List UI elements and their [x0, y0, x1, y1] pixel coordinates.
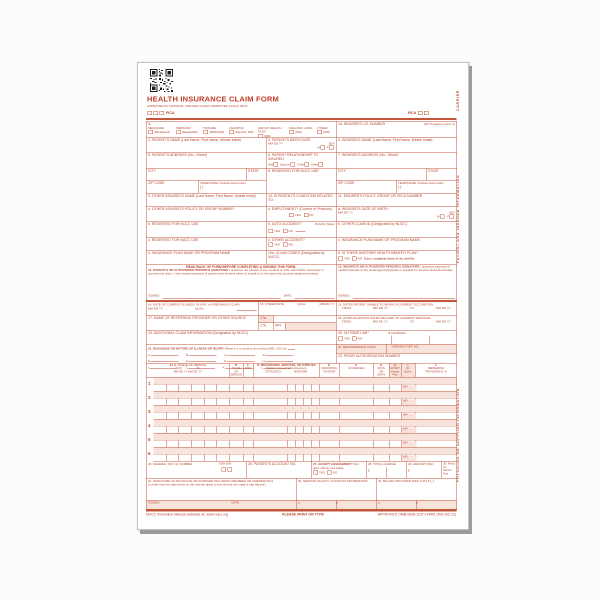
field-9b-reserved: b. RESERVED FOR NUCC USE — [147, 222, 267, 238]
checkbox-icon — [228, 468, 233, 472]
field-telephone: TELEPHONE (Include Area Code) ( ) — [199, 181, 267, 194]
write-line — [296, 228, 306, 232]
field-17b-value — [286, 323, 337, 331]
claim-form-page — [137, 62, 469, 530]
divider — [387, 345, 388, 354]
field-11-policy-group: 11. INSURED'S POLICY GROUP OR FECA NUMBER — [337, 194, 457, 207]
write-line — [288, 346, 295, 350]
checkbox-icon — [424, 111, 429, 115]
field-11d-other-plan: d. IS THERE ANOTHER HEALTH BENEFIT PLAN? YES NO If yes, complete items 9, 9a, and 9d. — [337, 251, 457, 265]
col-24f-charges-header: F. $ CHARGES — [340, 364, 374, 378]
checkbox-icon — [327, 471, 332, 475]
field-9-other-insured: 9. OTHER INSURED'S NAME (Last Name, First Name, Middle Initial) — [147, 194, 267, 207]
checkbox-icon — [339, 256, 344, 260]
field-31-physician-signature: 31. SIGNATURE OF PHYSICIAN OR SUPPLIER INCLUDING DEGREES OR CREDENTIALS (I certify that the statements on the reverse apply to this bill and are made a part thereof.) SIGNED DATE — [147, 479, 297, 510]
field-17a-label: 17a. — [259, 316, 274, 324]
service-line-number: 1 — [148, 381, 151, 386]
col-24h-epsdt-header: H. EPSDT Family Plan — [390, 364, 400, 377]
service-line-row — [147, 448, 457, 462]
service-line-number: 4 — [148, 423, 151, 428]
checkbox-icon — [204, 130, 209, 134]
field-17b-label: 17b. — [259, 323, 274, 331]
field-22-resubmission: 22. RESUBMISSION CODE ORIGINAL REF. NO. — [337, 345, 457, 354]
checkbox-icon — [274, 163, 279, 167]
signature-line — [163, 295, 281, 299]
service-line-shaded-band — [154, 378, 457, 385]
field-telephone-insured: TELEPHONE (Include Area Code) ( ) — [397, 181, 457, 194]
checkbox-icon — [339, 336, 344, 340]
checkbox-icon — [283, 229, 288, 233]
checkbox-icon — [450, 215, 455, 219]
checkbox-icon — [148, 111, 153, 115]
col-24i-qual-header: I. ID. QUAL. — [402, 364, 416, 378]
checkbox-icon — [314, 471, 319, 475]
diagnosis-line — [151, 352, 179, 356]
footer-print-or-type: PLEASE PRINT OR TYPE — [281, 513, 324, 517]
field-30-reserved: 30. Rsvd for NUCC Use — [442, 462, 457, 479]
service-line-number: 2 — [148, 395, 151, 400]
service-line-shaded-band — [154, 406, 457, 413]
col-24d-procedures-header: D. PROCEDURES, SERVICES, OR SUPPLIES (Explain Unusual Circumstances) CPT/HCPCS MODIFIER — [254, 364, 320, 378]
field-17-referring-provider: 17. NAME OF REFERRING PROVIDER OR OTHER SOURCE — [147, 316, 259, 331]
npi-label: NPI — [402, 386, 417, 392]
field-10c-other-accident: c. OTHER ACCIDENT? YES NO — [267, 238, 337, 251]
field-9d-plan-name: d. INSURANCE PLAN NAME OR PROGRAM NAME — [147, 251, 267, 265]
service-line-shaded-band — [154, 434, 457, 441]
col-24c-emg-header: C. EMG — [244, 364, 254, 378]
checkbox-icon — [154, 111, 159, 115]
checkbox-icon — [177, 130, 182, 134]
field-12-patient-signature: READ BACK OF FORM BEFORE COMPLETING & SIGNING THIS FORM. 12. PATIENT'S OR AUTHORIZED PERSON'S SIGNATURE I authorize the release of any medical or other information necessary to process this claim. I also request payment of government benefits either to myself or to the party who accepts assignment below. SIGNED DATE — [147, 265, 337, 301]
field-17b-npi-label: NPI — [274, 323, 286, 331]
field-1a-insured-id: 1a. INSURED'S I.D. NUMBER (For Program in Item 1) — [337, 122, 457, 138]
form-content — [138, 63, 468, 529]
checkbox-icon — [418, 111, 423, 115]
field-16-unable-to-work: 16. DATES PATIENT UNABLE TO WORK IN CURRENT OCCUPATION FROM MM DD YY TO MM DD YY — [337, 302, 457, 316]
checkbox-icon — [319, 163, 324, 167]
checkbox-icon — [269, 242, 274, 246]
checkbox-icon — [318, 130, 323, 134]
npi-label: NPI — [402, 456, 417, 462]
field-1-number: 1. — [148, 122, 151, 126]
service-line-row — [147, 420, 457, 434]
field-33-billing-provider: 33. BILLING PROVIDER INFO & PH # ( ) a. b. — [377, 479, 457, 510]
form-approved-line: APPROVED BY NATIONAL UNIFORM CLAIM COMMITTEE (NUCC) 02/12 — [147, 105, 248, 108]
vertical-label-physician-supplier: PHYSICIAN OR SUPPLIER INFORMATION — [456, 388, 460, 482]
signature-line — [353, 295, 455, 299]
field-10b-auto-accident: b. AUTO ACCIDENT? PLACE (State) YES NO — [267, 222, 337, 238]
service-line-number: 3 — [148, 409, 151, 414]
checkbox-icon — [289, 213, 294, 217]
field-5-patient-address: 5. PATIENT'S ADDRESS (No., Street) — [147, 153, 267, 169]
field-29-amount-paid: 29. AMOUNT PAID $ — [407, 462, 442, 479]
service-line-shaded-band — [154, 392, 457, 399]
checkbox-icon — [304, 213, 309, 217]
field-zip-insured: ZIP CODE — [337, 181, 397, 194]
divider — [392, 336, 393, 345]
vertical-label-patient-insured: PATIENT AND INSURED INFORMATION — [456, 174, 460, 264]
footer-omb-approval: APPROVED OMB-0938-1197 FORM 1500 (02-12) — [377, 513, 456, 517]
footer — [146, 513, 456, 517]
diagnosis-line — [227, 358, 255, 362]
field-13-insured-signature: 13. INSURED'S OR AUTHORIZED PERSON'S SIGNATURE I authorize payment of medical benefits to the undersigned physician or supplier for services described below. SIGNED — [337, 265, 457, 301]
checkbox-icon — [230, 130, 235, 134]
field-21-diagnosis: 21. DIAGNOSIS OR NATURE OF ILLNESS OR INJURY Relate A-L to service line below (24E) ICD Ind. A. B. C. D. E. F. G. H. I. J. K. L. — [147, 345, 337, 364]
col-24e-diagnosis-header: E. DIAGNOSIS POINTER — [320, 364, 340, 378]
col-24b-place-header: B. PLACE OF SERVICE — [230, 364, 243, 377]
diagnosis-line — [151, 358, 179, 362]
checkbox-icon — [329, 146, 334, 150]
footer-nucc-manual: NUCC Instruction Manual available at: www.nucc.org — [146, 513, 229, 517]
npi-label: NPI — [402, 400, 417, 406]
service-line-row — [147, 378, 457, 392]
field-7-insured-address: 7. INSURED'S ADDRESS (No., Street) — [337, 153, 457, 169]
field-10d-claim-codes: 10d. CLAIM CODES (Designated by NUCC) — [267, 251, 337, 265]
form-title: HEALTH INSURANCE CLAIM FORM — [147, 95, 279, 104]
field-11a-insured-birth: a. INSURED'S DATE OF BIRTH MM DD YY SEX M F — [337, 207, 457, 222]
diagnosis-line — [266, 352, 294, 356]
field-19-additional-info: 19. ADDITIONAL CLAIM INFORMATION (Designated by NUCC) — [147, 331, 337, 345]
service-line-shaded-band — [154, 448, 457, 455]
pica-right — [408, 111, 429, 115]
col-24g-days-header: G. DAYS OR UNITS — [374, 364, 390, 378]
service-line-row — [147, 406, 457, 420]
pica-label: PICA — [165, 111, 175, 115]
field-14-current-illness: 14. DATE OF CURRENT ILLNESS, INJURY, or PREGNANCY (LMP) MM DD YY QUAL. — [147, 302, 259, 316]
field-32-service-facility: 32. SERVICE FACILITY LOCATION INFORMATION a. b. — [297, 479, 377, 510]
field-26-patient-account: 26. PATIENT'S ACCOUNT NO. — [247, 462, 312, 479]
diagnosis-line — [189, 358, 217, 362]
field-28-total-charge: 28. TOTAL CHARGE $ — [367, 462, 407, 479]
divider — [146, 118, 457, 120]
divider — [416, 501, 417, 510]
diagnosis-line — [227, 352, 255, 356]
pica-left — [147, 111, 174, 115]
checkbox-icon — [283, 242, 288, 246]
field-9c-reserved: c. RESERVED FOR NUCC USE — [147, 238, 267, 251]
write-line — [236, 307, 256, 311]
field-11b-other-claim: b. OTHER CLAIM ID (Designated by NUCC) — [337, 222, 457, 238]
checkbox-icon — [440, 215, 445, 219]
field-state: STATE — [247, 169, 267, 181]
service-line-row — [147, 392, 457, 406]
vertical-label-carrier: CARRIER — [456, 89, 460, 112]
divider — [429, 336, 430, 345]
field-15-other-date: 15. OTHER DATE QUAL. MM DD YY — [259, 302, 337, 316]
field-1-insurance-type: 1. MEDICARE (Medicare#) MEDICAID (Medicaid#) TRICARE (ID#/DoD#) CHAMPVA (Member ID#) GROUP HEALTH PLAN (ID#) FECA BLK LUNG (ID#) OTHER (ID#) — [147, 122, 337, 138]
field-8-reserved: 8. RESERVED FOR NUCC USE — [267, 169, 337, 194]
field-20-outside-lab: 20. OUTSIDE LAB? $ CHARGES YES NO — [337, 331, 457, 345]
field-18-hospitalization: 18. HOSPITALIZATION DATES RELATED TO CURRENT SERVICES FROM MM DD YY TO MM DD YY — [337, 316, 457, 331]
service-line-row — [147, 434, 457, 448]
pica-label: PICA — [408, 111, 417, 115]
service-line-number: 6 — [148, 451, 151, 456]
field-zip: ZIP CODE — [147, 181, 199, 194]
service-line-number: 5 — [148, 437, 151, 442]
field-4-insured-name: 4. INSURED'S NAME (Last Name, First Name, Middle Initial) — [337, 138, 457, 153]
checkbox-icon — [352, 256, 357, 260]
field-9a-policy: a. OTHER INSURED'S POLICY OR GROUP NUMBER — [147, 207, 267, 222]
field-2-patient-name: 2. PATIENT'S NAME (Last Name, First Name, Middle Initial) — [147, 138, 267, 153]
checkbox-icon — [352, 336, 357, 340]
read-back-notice: READ BACK OF FORM BEFORE COMPLETING & SIGNING THIS FORM. — [186, 265, 297, 269]
field-27-accept-assignment: 27. ACCEPT ASSIGNMENT? (For govt. claims, see back) YES NO — [312, 462, 367, 479]
divider — [387, 468, 388, 479]
field-city: CITY — [147, 169, 247, 181]
col-24a-dates-header: 24. A. DATE(S) OF SERVICE From To MM DD YY MM DD YY — [147, 364, 230, 378]
checkbox-icon — [304, 163, 309, 167]
date-line — [295, 295, 335, 299]
checkbox-icon — [160, 111, 165, 115]
field-6-relationship: 6. PATIENT RELATIONSHIP TO INSURED Self Spouse Child Other — [267, 153, 337, 169]
field-11c-plan-name: c. INSURANCE PLAN NAME OR PROGRAM NAME — [337, 238, 457, 251]
qr-code-icon — [150, 69, 173, 92]
field-10a-employment: a. EMPLOYMENT? (Current or Previous) YES NO — [267, 207, 337, 222]
checkbox-icon — [269, 229, 274, 233]
npi-label: NPI — [402, 414, 417, 420]
diagnosis-line — [265, 358, 293, 362]
checkbox-icon — [149, 130, 154, 134]
divider — [146, 510, 457, 512]
npi-label: NPI — [402, 428, 417, 434]
field-23-prior-auth: 23. PRIOR AUTHORIZATION NUMBER — [337, 354, 457, 364]
field-state-insured: STATE — [427, 169, 457, 181]
diagnosis-line — [189, 352, 217, 356]
checkbox-icon — [290, 130, 295, 134]
checkbox-icon — [291, 163, 296, 167]
field-25-federal-tax-id: 25. FEDERAL TAX I.D. NUMBER SSN EIN — [147, 462, 247, 479]
checkbox-icon — [320, 146, 325, 150]
npi-label: NPI — [402, 442, 417, 448]
checkbox-icon — [222, 468, 227, 472]
form-grid — [146, 121, 457, 510]
divider — [336, 501, 337, 510]
service-line-shaded-band — [154, 420, 457, 427]
field-10-condition: 10. IS PATIENT'S CONDITION RELATED TO: — [267, 194, 337, 207]
field-3-birth-date: 3. PATIENT'S BIRTH DATE MM DD YY SEX M F — [267, 138, 337, 153]
field-city-insured: CITY — [337, 169, 427, 181]
col-24j-provider-header: J. RENDERING PROVIDER ID. # — [416, 364, 457, 378]
field-17a-value — [274, 316, 337, 324]
